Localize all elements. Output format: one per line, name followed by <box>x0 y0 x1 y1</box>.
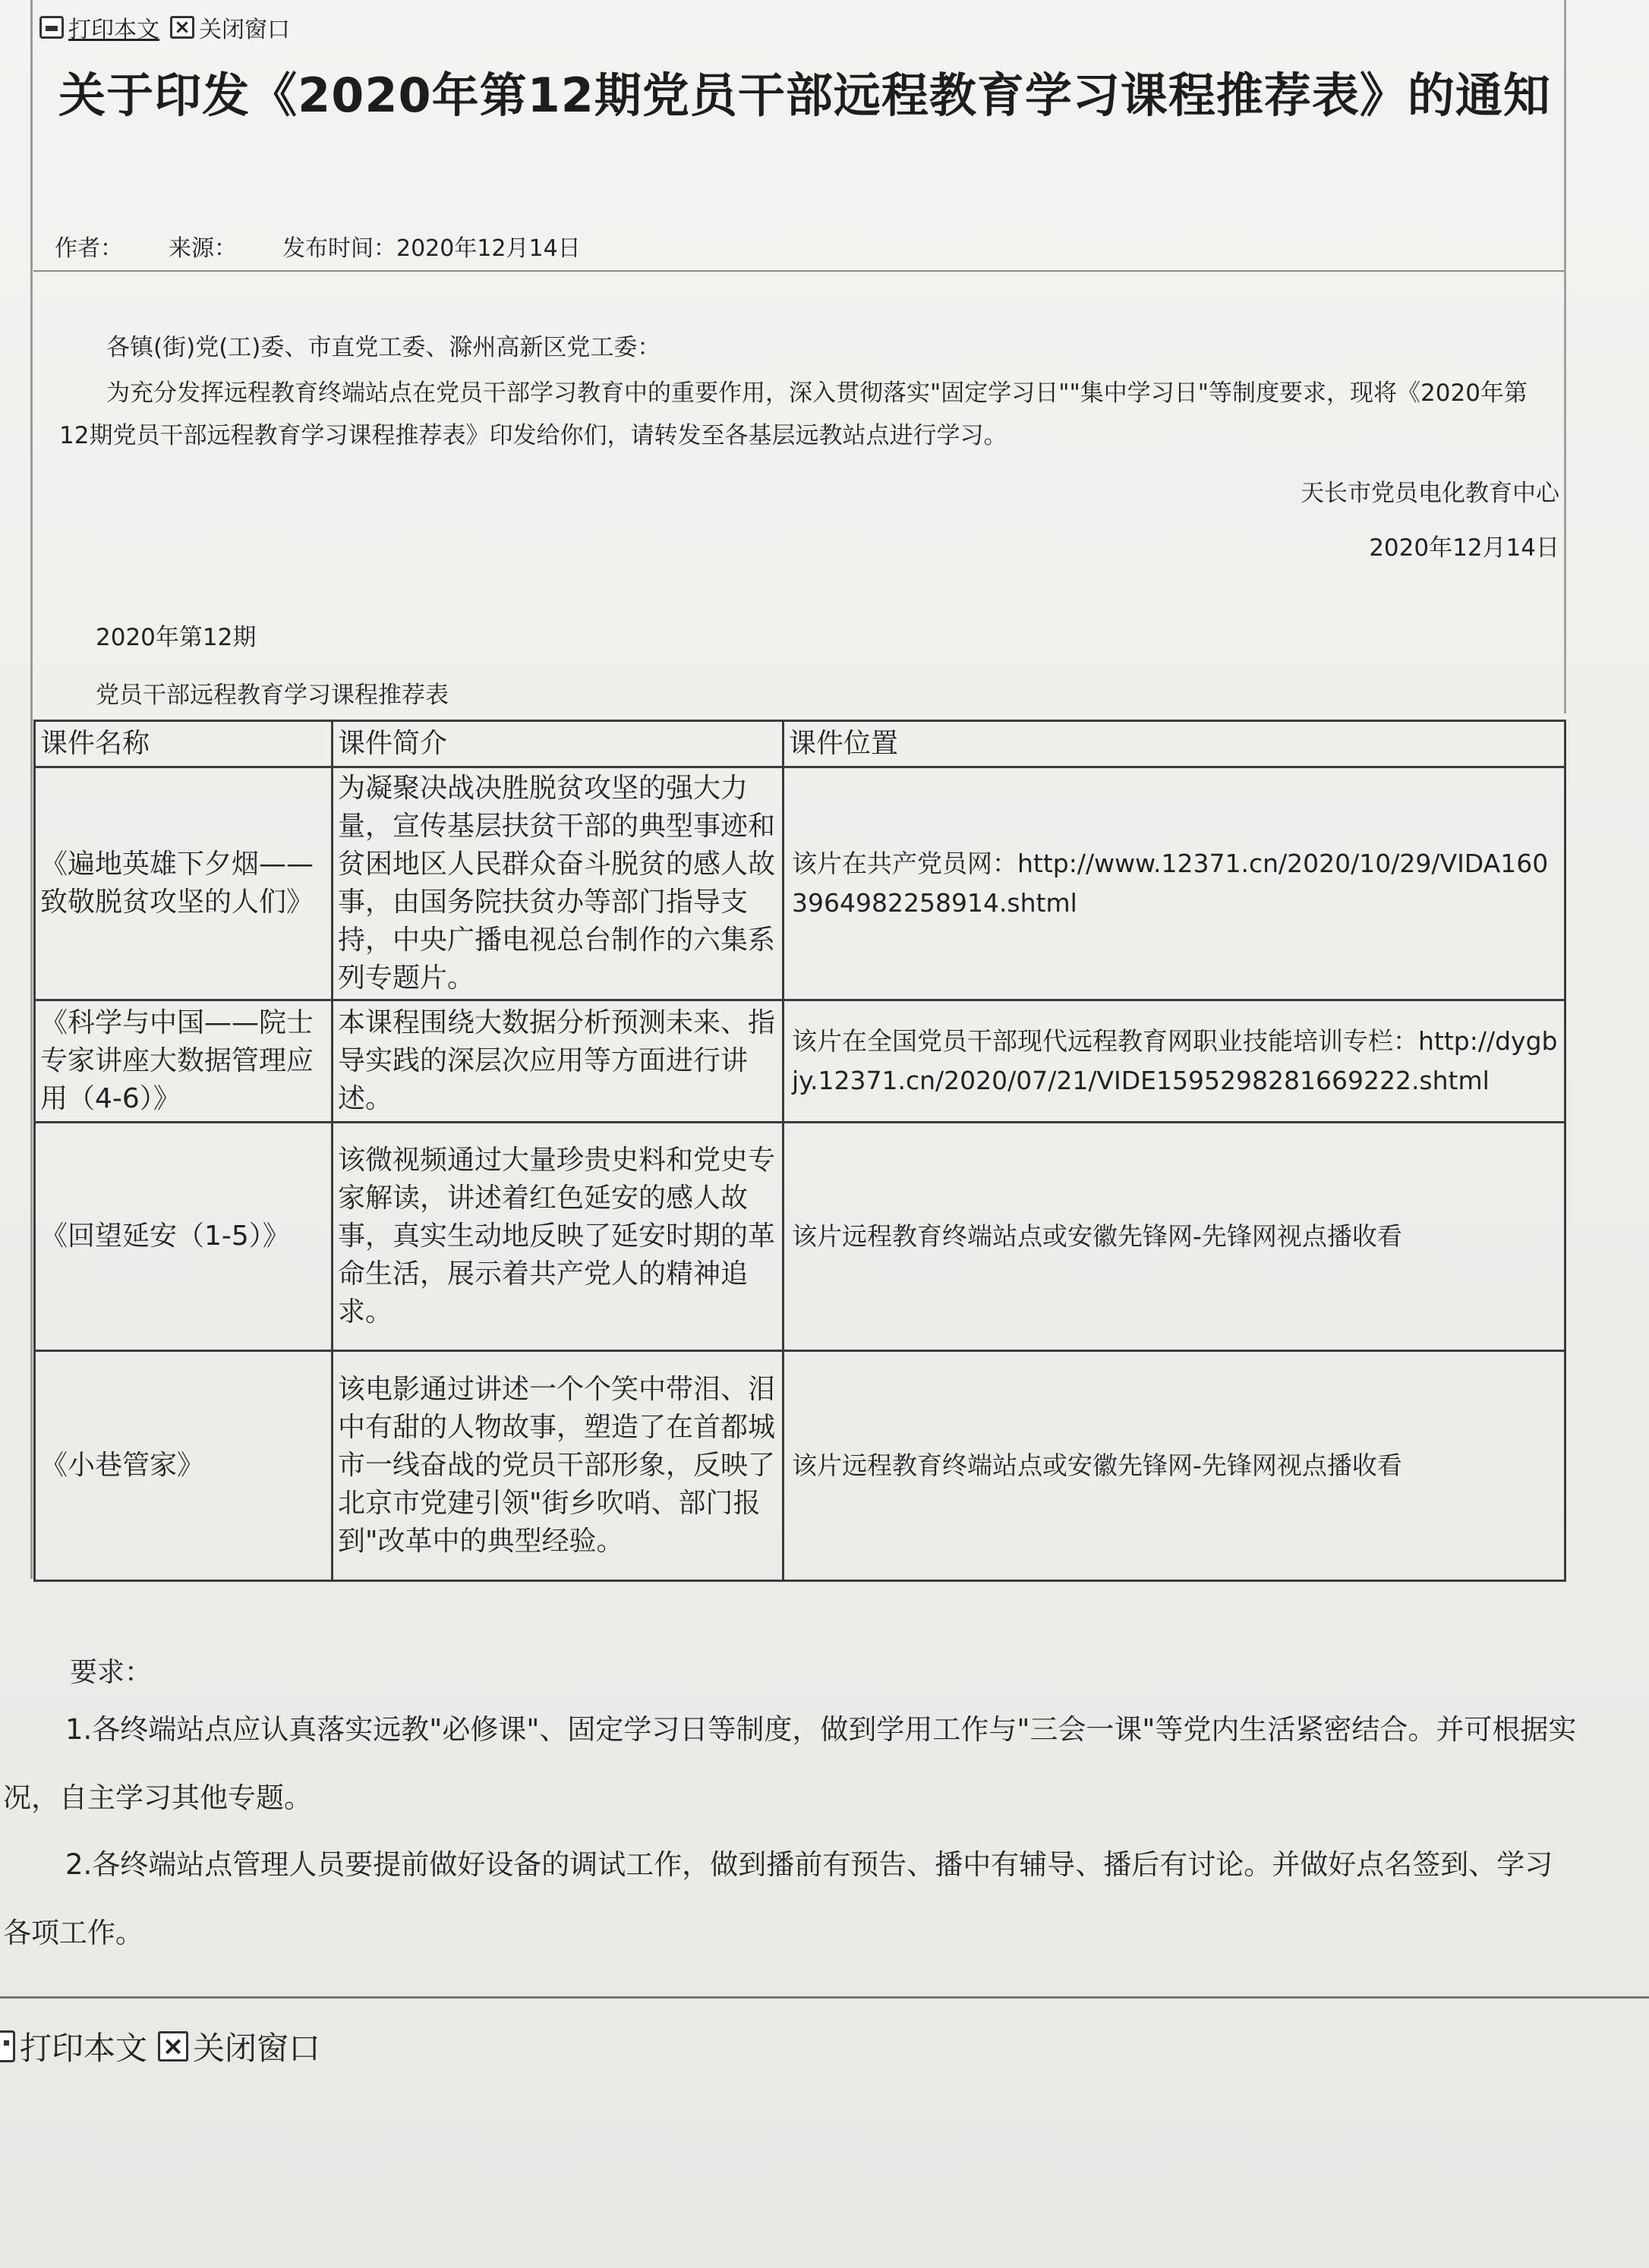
requirement-item-2-cont: 各项工作。 <box>3 1917 143 1949</box>
requirement-item-1-cont: 况，自主学习其他专题。 <box>3 1781 312 1814</box>
print-button-label: 打印本文 <box>68 17 159 43</box>
author-label: 作者： <box>55 235 123 262</box>
issue-label: 2020年第12期 <box>96 624 257 651</box>
requirement-item-2-text: 2.各终端站点管理人员要提前做好设备的调试工作，做到播前有预告、播中有辅导、播后有讨论。并做好点名签到、学习 <box>65 1848 1553 1881</box>
course-location: 该片在全国党员干部现代远程教育网职业技能培训专栏：http://dygbjy.12371.cn/2020/07/21/VIDE1595298281669222.shtml <box>784 1000 1565 1123</box>
printer-icon <box>39 16 64 39</box>
requirement-item-1 <box>3 1696 1649 1832</box>
bottom-toolbar <box>0 2024 320 2069</box>
course-intro: 该微视频通过大量珍贵史料和党史专家解读，讲述着红色延安的感人故事，真实生动地反映了延安时期的革命生活，展示着共产党人的精神追求。 <box>333 1123 784 1351</box>
table-title: 党员干部远程教育学习课程推荐表 <box>96 682 449 709</box>
course-name: 《科学与中国——院士专家讲座大数据管理应用（4-6）》 <box>35 1000 333 1123</box>
signature-org: 天长市党员电化教育中心 <box>1301 480 1559 507</box>
header-course-location: 课件位置 <box>784 721 1565 767</box>
table-row <box>35 767 1565 1000</box>
course-location: 该片远程教育终端站点或安徽先锋网-先锋网视点播收看 <box>784 1123 1565 1351</box>
frame-right-border <box>1564 0 1566 713</box>
frame-left-border <box>30 0 33 1579</box>
course-name: 《小巷管家》 <box>35 1351 333 1581</box>
course-table <box>33 720 1566 1582</box>
header-course-name: 课件名称 <box>35 721 333 767</box>
course-intro: 本课程围绕大数据分析预测未来、指导实践的深层次应用等方面进行讲述。 <box>333 1000 784 1123</box>
table-row <box>35 1351 1565 1581</box>
course-location: 该片远程教育终端站点或安徽先锋网-先锋网视点播收看 <box>784 1351 1565 1581</box>
table-header-row <box>35 721 1565 767</box>
close-window-button[interactable] <box>170 11 290 44</box>
header-course-intro: 课件简介 <box>333 721 784 767</box>
course-intro: 该电影通过讲述一个个笑中带泪、泪中有甜的人物故事，塑造了在首都城市一线奋战的党员干部形象，反映了北京市党建引领"街乡吹哨、部门报到"改革中的典型经验。 <box>333 1351 784 1581</box>
course-location: 该片在共产党员网：http://www.12371.cn/2020/10/29/VIDA1603964982258914.shtml <box>784 767 1565 1000</box>
course-intro: 为凝聚决战决胜脱贫攻坚的强大力量，宣传基层扶贫干部的典型事迹和贫困地区人民群众奋斗脱贫的感人故事，由国务院扶贫办等部门指导支持，中央广播电视总台制作的六集系列专题片。 <box>333 767 784 1000</box>
source-label: 来源： <box>169 235 237 262</box>
bottom-close-label: 关闭窗口 <box>193 2030 321 2067</box>
close-button-label: 关闭窗口 <box>199 17 290 43</box>
article-meta <box>55 229 581 263</box>
divider-bottom <box>0 1996 1649 1999</box>
salutation: 各镇(街)党(工)委、市直党工委、滁州高新区党工委： <box>106 334 661 361</box>
signature-date: 2020年12月14日 <box>1369 534 1559 562</box>
table-row <box>35 1000 1565 1123</box>
printer-icon <box>0 2030 15 2062</box>
course-name: 《回望延安（1-5）》 <box>35 1123 333 1351</box>
bottom-close-window-button[interactable] <box>158 2024 320 2069</box>
close-icon: × <box>170 16 194 39</box>
table-row <box>35 1123 1565 1351</box>
bottom-print-button[interactable] <box>0 2024 147 2069</box>
course-name: 《遍地英雄下夕烟——致敬脱贫攻坚的人们》 <box>35 767 333 1000</box>
requirements-heading: 要求： <box>70 1657 153 1688</box>
requirement-item-2 <box>3 1831 1649 1967</box>
top-toolbar <box>39 11 290 44</box>
bottom-print-label: 打印本文 <box>20 2030 148 2067</box>
body-paragraph: 为充分发挥远程教育终端站点在党员干部学习教育中的重要作用，深入贯彻落实"固定学习日""集中学习日"等制度要求，现将《2020年第12期党员干部远程教育学习课程推荐表》印发给你们，请转发至各基层远教站点进行学习。 <box>59 380 1528 449</box>
close-icon: × <box>158 2031 188 2062</box>
requirement-item-1-text: 1.各终端站点应认真落实远教"必修课"、固定学习日等制度，做到学用工作与"三会一课"等党内生活紧密结合。并可根据实 <box>65 1713 1577 1746</box>
divider-top <box>33 270 1564 272</box>
print-button[interactable] <box>39 11 159 44</box>
page-title: 关于印发《2020年第12期党员干部远程教育学习课程推荐表》的通知 <box>58 68 1551 123</box>
publish-time: 发布时间：2020年12月14日 <box>282 235 581 262</box>
